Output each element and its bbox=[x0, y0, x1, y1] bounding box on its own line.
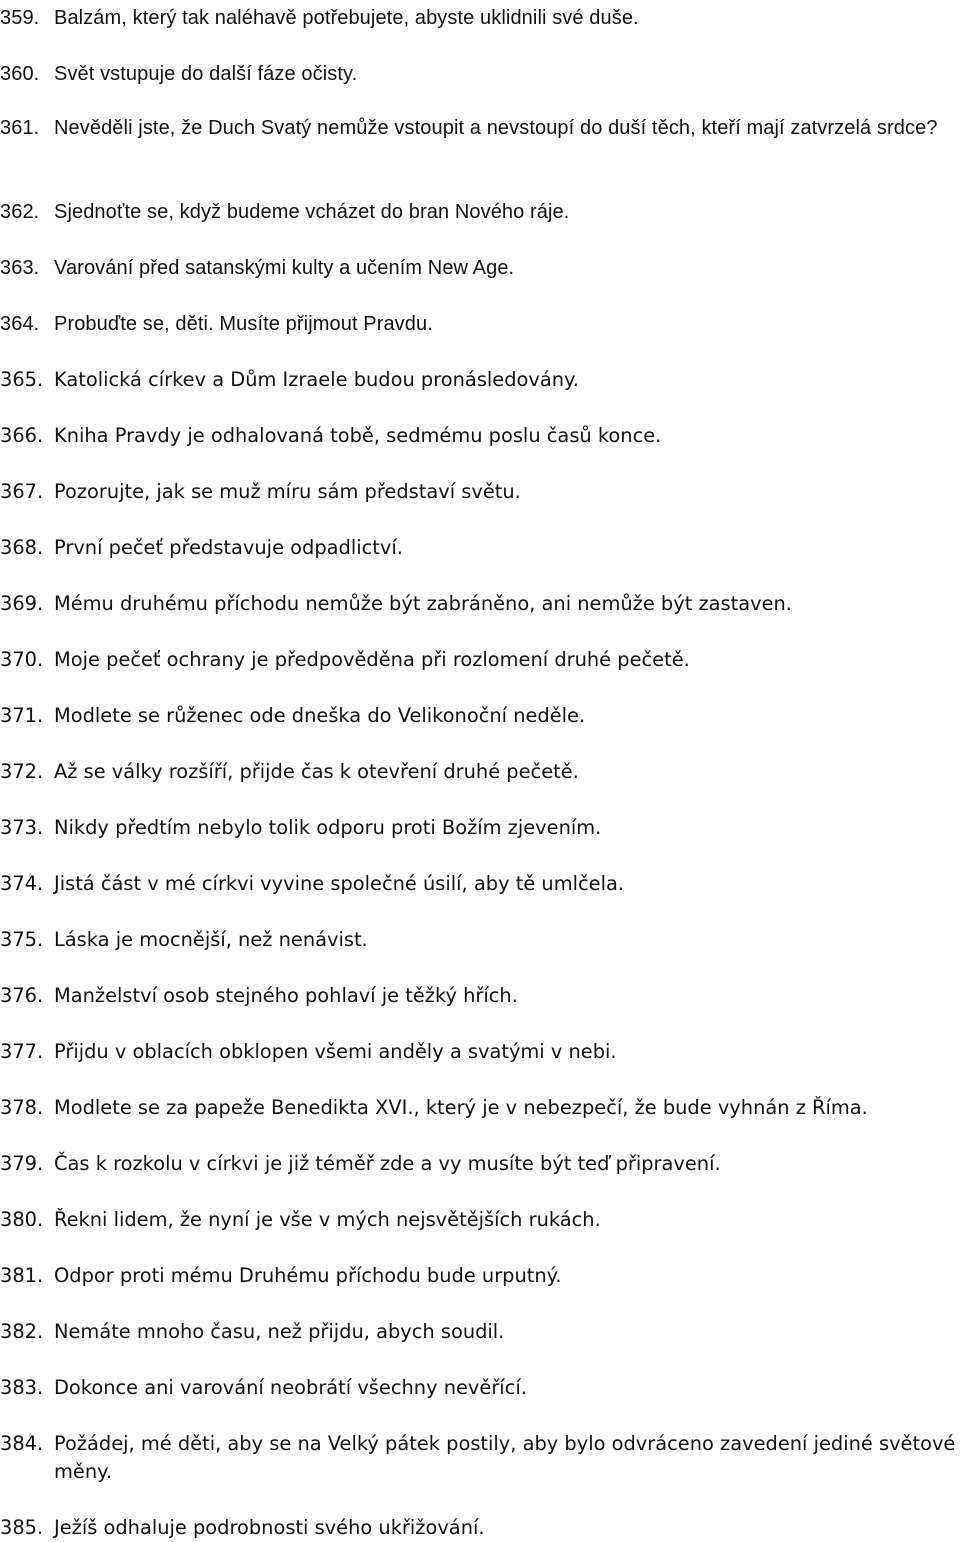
item-number: 384. bbox=[0, 1432, 44, 1455]
item-text: Katolická církev a Dům Izraele budou pronásledovány. bbox=[54, 368, 579, 391]
item-text: Přijdu v oblacích obklopen všemi anděly a svatými v nebi. bbox=[54, 1040, 617, 1063]
item-number: 381. bbox=[0, 1264, 44, 1287]
item-text: Čas k rozkolu v církvi je již téměř zde a vy musíte být teď připravení. bbox=[54, 1152, 721, 1175]
item-text: Ježíš odhaluje podrobnosti svého ukřižování. bbox=[54, 1516, 485, 1539]
item-number: 383. bbox=[0, 1376, 44, 1399]
item-text: Nemáte mnoho času, než přijdu, abych soudil. bbox=[54, 1320, 505, 1343]
item-number: 371. bbox=[0, 704, 44, 727]
item-text: Modlete se za papeže Benedikta XVI., který je v nebezpečí, že bude vyhnán z Říma. bbox=[54, 1096, 868, 1119]
item-text: Požádej, mé děti, aby se na Velký pátek postily, aby bylo odvráceno zavedení jediné světové měny. bbox=[54, 1432, 956, 1483]
item-number: 365. bbox=[0, 368, 44, 391]
item-text: Láska je mocnější, než nenávist. bbox=[54, 928, 368, 951]
item-number: 367. bbox=[0, 480, 44, 503]
item-number: 370. bbox=[0, 648, 44, 671]
item-number: 364. bbox=[0, 313, 40, 335]
item-number: 366. bbox=[0, 424, 44, 447]
item-number: 380. bbox=[0, 1208, 44, 1231]
item-number: 385. bbox=[0, 1516, 44, 1539]
item-number: 369. bbox=[0, 592, 44, 615]
item-number: 373. bbox=[0, 816, 44, 839]
item-text: Moje pečeť ochrany je předpověděna při rozlomení druhé pečetě. bbox=[54, 648, 690, 671]
item-text: Svět vstupuje do další fáze očisty. bbox=[54, 63, 358, 85]
item-number: 379. bbox=[0, 1152, 44, 1175]
item-number: 372. bbox=[0, 760, 44, 783]
item-text: Odpor proti mému Druhému příchodu bude urputný. bbox=[54, 1264, 562, 1287]
item-text: Mému druhému příchodu nemůže být zabráněno, ani nemůže být zastaven. bbox=[54, 592, 792, 615]
item-text: Jistá část v mé církvi vyvine společné úsilí, aby tě umlčela. bbox=[54, 872, 624, 895]
item-text: Dokonce ani varování neobrátí všechny nevěřící. bbox=[54, 1376, 527, 1399]
item-text: Modlete se růženec ode dneška do Velikonoční neděle. bbox=[54, 704, 586, 727]
item-text: Až se války rozšíří, přijde čas k otevření druhé pečetě. bbox=[54, 760, 579, 783]
item-text: Varování před satanskými kulty a učením New Age. bbox=[54, 257, 515, 279]
item-number: 375. bbox=[0, 928, 44, 951]
item-text: Řekni lidem, že nyní je vše v mých nejsvětějších rukách. bbox=[54, 1208, 601, 1231]
item-number: 377. bbox=[0, 1040, 44, 1063]
item-text: Kniha Pravdy je odhalovaná tobě, sedmému poslu časů konce. bbox=[54, 424, 662, 447]
item-text: Balzám, který tak naléhavě potřebujete, abyste uklidnili své duše. bbox=[54, 7, 639, 29]
item-text: Nikdy předtím nebylo tolik odporu proti Božím zjevením. bbox=[54, 816, 602, 839]
item-number: 362. bbox=[0, 201, 40, 223]
item-number: 382. bbox=[0, 1320, 44, 1343]
item-number: 360. bbox=[0, 63, 40, 85]
item-number: 378. bbox=[0, 1096, 44, 1119]
item-number: 359. bbox=[0, 7, 40, 29]
item-number: 376. bbox=[0, 984, 44, 1007]
item-text: Sjednoťte se, když budeme vcházet do bran Nového ráje. bbox=[54, 201, 570, 223]
item-text: Probuďte se, děti. Musíte přijmout Pravdu. bbox=[54, 313, 433, 335]
item-text: Manželství osob stejného pohlaví je těžký hřích. bbox=[54, 984, 518, 1007]
item-number: 361. bbox=[0, 117, 40, 139]
item-number: 374. bbox=[0, 872, 44, 895]
item-number: 363. bbox=[0, 257, 40, 279]
item-text: První pečeť představuje odpadlictví. bbox=[54, 536, 403, 559]
item-text: Nevěděli jste, že Duch Svatý nemůže vstoupit a nevstoupí do duší těch, kteří mají zatvrzelá srdce? bbox=[54, 117, 938, 139]
item-text: Pozorujte, jak se muž míru sám představí světu. bbox=[54, 480, 521, 503]
item-number: 368. bbox=[0, 536, 44, 559]
